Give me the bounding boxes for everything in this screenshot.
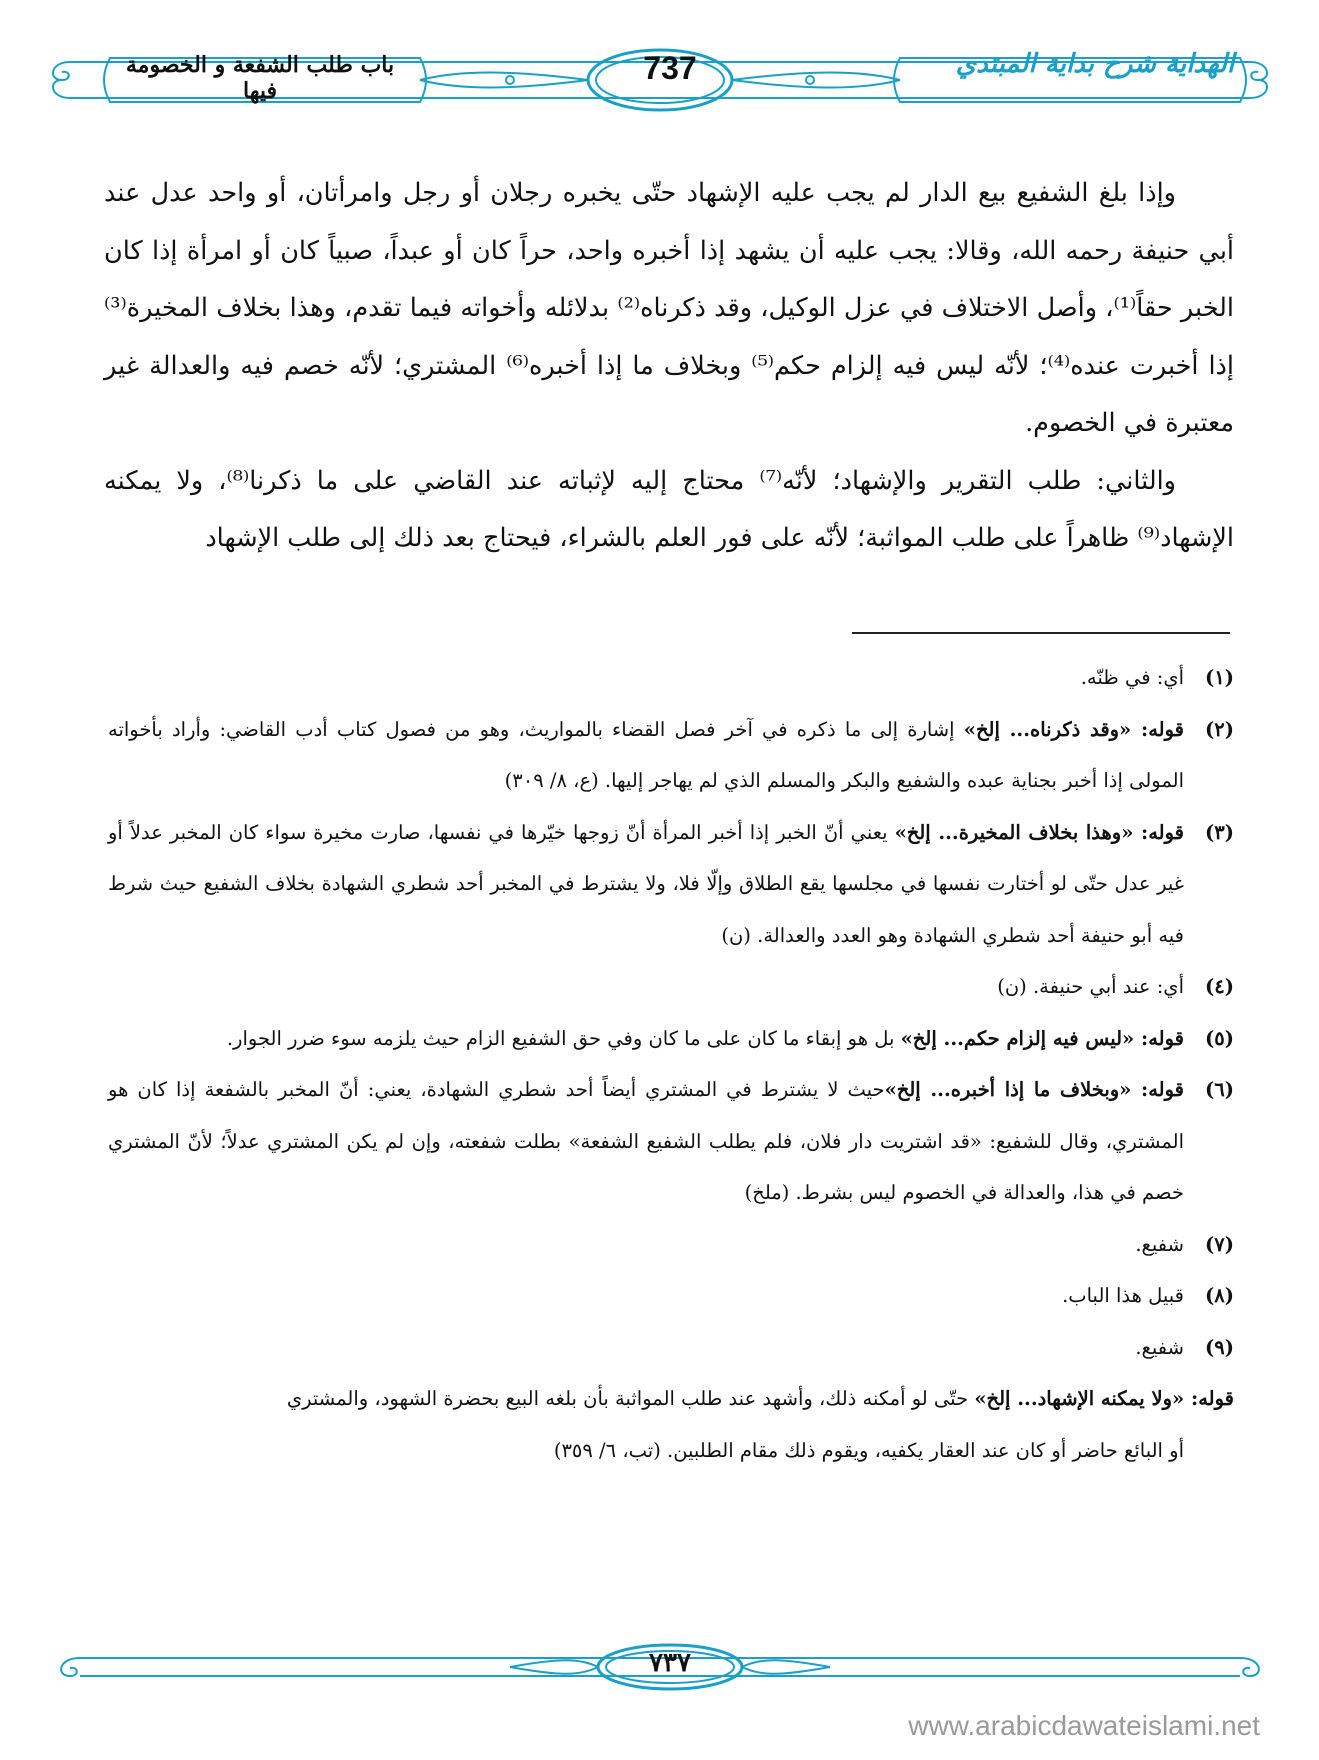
- chapter-title: باب طلب الشفعة و الخصومة فيها: [125, 52, 395, 104]
- footnote-keyword: قوله: «وبخلاف ما إذا أخبره... إلخ»: [884, 1078, 1184, 1101]
- footnote: [108, 1322, 1234, 1374]
- main-paragraph: وإذا بلغ الشفيع بيع الدار لم يجب عليه الإشهاد حتّى يخبره رجلان أو رجل وامرأتان، أو واحد عدل عند أبي حنيفة رحمه الله، وقالا: يجب عليه أن يشهد إذا أخبره واحد، حراً كان أو عبداً، صبياً كان أو امرأة إذا كان الخبر حقاً⁽¹⁾، وأصل الاختلاف في عزل الوكيل، وقد ذكرناه⁽²⁾ بدلائله وأخواته فيما تقدم، وهذا بخلاف المخيرة⁽³⁾ إذا أخبرت عنده⁽⁴⁾؛ لأنّه ليس فيه إلزام حكم⁽⁵⁾ وبخلاف ما إذا أخبره⁽⁶⁾ المشتري؛ لأنّه خصم فيه والعدالة غير معتبرة في الخصوم.: [104, 178, 1235, 438]
- footnote-number: (١): [1205, 666, 1234, 689]
- header-page-number: 737: [643, 50, 697, 86]
- footnote-text: يعني أنّ الخبر إذا أخبر المرأة أنّ زوجها خيّرها في نفسها، صارت مخيرة سواء كان المخبر عدلاً أو غير عدل حتّى لو أختارت نفسها في مجلسها يقع الطلاق وإلّا فلا، ولا يشترط في المخبر أحد شطري الشهادة بخلاف الشفيع حيث شرط فيه أبو حنيفة أحد شطري الشهادة وهو العدد والعدالة. (ن): [108, 820, 1184, 947]
- footnote-number: (٧): [1205, 1232, 1234, 1256]
- footnote-divider: [852, 632, 1230, 634]
- footnote-text: حيث لا يشترط في المشتري أيضاً أحد شطري الشهادة، يعني: أنّ المخبر بالشفعة إذا كان هو المشتري، وقال للشفيع: «قد اشتريت دار فلان، فلم يطلب الشفيع الشفعة» بطلت شفعته، وإن لم يكن المشتري عدلاً؛ لأنّ المشتري خصم في هذا، والعدالة في الخصوم ليس بشرط. (ملخ): [108, 1078, 1184, 1204]
- footnote-text: شفيع.: [1135, 1335, 1184, 1359]
- footnote-keyword: قوله: «وقد ذكرناه... إلخ»: [963, 717, 1184, 741]
- footnote-number: (٨): [1205, 1284, 1234, 1307]
- footnote: [108, 807, 1234, 962]
- footnote-text: بل هو إبقاء ما كان على ما كان وفي حق الشفيع الزام حيث يلزمه سوء ضرر الجوار.: [226, 1026, 901, 1050]
- footnote-text: أو البائع حاضر أو كان عند العقار يكفيه، ويقوم ذلك مقام الطلبين. (تب، ٦/ ٣٥٩): [553, 1438, 1184, 1462]
- footnote: [108, 961, 1234, 1013]
- website-watermark: www.arabicdawateislami.net: [908, 1710, 1260, 1741]
- footer-page-number: ٧٣٧: [649, 1648, 691, 1678]
- footnote-number: (٣): [1205, 820, 1234, 844]
- footnote-number: (٥): [1205, 1026, 1234, 1050]
- footnote-keyword: قوله: «ليس فيه إلزام حكم... إلخ»: [900, 1026, 1184, 1050]
- main-text: [104, 165, 1234, 568]
- footnote: [108, 1219, 1234, 1271]
- footnote-text: قبيل هذا الباب.: [1062, 1284, 1184, 1307]
- footnote-keyword: قوله: «ولا يمكنه الإشهاد... إلخ»: [974, 1387, 1234, 1410]
- extra-note: [108, 1373, 1234, 1476]
- footnote-keyword: قوله: «وهذا بخلاف المخيرة... إلخ»: [894, 820, 1184, 844]
- footnote: [108, 1064, 1234, 1219]
- footnote-number: (٢): [1205, 717, 1234, 741]
- footnote: [108, 1270, 1234, 1322]
- footnote-text: حتّى لو أمكنه ذلك، وأشهد عند طلب المواثبة بأن بلغه البيع بحضرة الشهود، والمشتري: [286, 1387, 975, 1410]
- footnote-number: (٩): [1205, 1335, 1234, 1359]
- footnote: [108, 704, 1234, 807]
- footnote-number: (٦): [1205, 1078, 1234, 1101]
- footnote-text: شفيع.: [1135, 1232, 1184, 1256]
- footnote: [108, 652, 1234, 704]
- footnote-text: أي: عند أبي حنيفة. (ن): [997, 975, 1184, 998]
- footnote-text: أي: في ظنّه.: [1080, 666, 1184, 689]
- footnotes: [108, 652, 1234, 1476]
- footnote-text: إشارة إلى ما ذكره في آخر فصل القضاء بالمواريث، وهو من فصول كتاب أدب القاضي: وأراد بأخواته المولى إذا أخبر بجناية عبده والشفيع والبكر والمسلم الذي لم يهاجر إليها. (ع، ٨/ ٣٠٩): [108, 717, 1184, 792]
- footnote: [108, 1013, 1234, 1065]
- footnote-number: (٤): [1205, 975, 1234, 998]
- book-title: الهداية شرح بداية المبتدي: [955, 49, 1235, 79]
- main-paragraph: والثاني: طلب التقرير والإشهاد؛ لأنّه⁽⁷⁾ محتاج إليه لإثباته عند القاضي على ما ذكرنا⁽⁸⁾، ولا يمكنه الإشهاد⁽⁹⁾ ظاهراً على طلب المواثبة؛ لأنّه على فور العلم بالشراء، فيحتاج بعد ذلك إلى طلب الإشهاد: [104, 465, 1234, 553]
